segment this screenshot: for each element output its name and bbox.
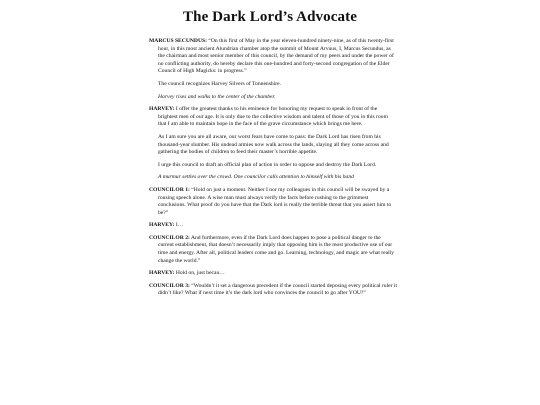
speaker-name: COUNCILOR 1: [149, 186, 190, 193]
speech-text: Hold on, just becau… [175, 270, 225, 277]
speaker-name: HARVEY: [149, 270, 175, 277]
continued-paragraph: The council recognizes Harvey Silvers of Tonnenshire. [158, 80, 281, 87]
speaker-name: HARVEY: [149, 222, 175, 229]
speech-text: I… [175, 222, 184, 229]
speech-paragraph [149, 222, 397, 230]
continued-paragraph: As I am sure you are all aware, our worst fears have come to pass: the Dark Lord has risen from his thousand-year slumber. His undead armies now walk across the lands, slaying all they come across and gathering the bodies of children to feed their master’s horrible appetite. [158, 133, 389, 156]
speaker-name: HARVEY: [149, 106, 175, 113]
speech-paragraph [149, 283, 397, 298]
speech-text: “On this first of May in the year eleven-hundred ninety-nine, as of this twenty-first hour, in this most ancient Alundrian chamber atop the summit of Mount Arvuus, I, Marcus Secundus, as the chairman and most senior member of this council, by the demand of my peers and under the power of no conflicting authority, do hereby declare this one-hundred and forty-second congregation of the Elder Council of High Magicks: in progress.” [158, 38, 394, 75]
speech-paragraph [149, 38, 397, 76]
continued-paragraph: I urge this council to draft an official plan of action in order to oppose and destroy the Dark Lord. [158, 161, 377, 168]
speech-text: “Wouldn’t it set a dangerous precedent if the council started deposing every political ruler it didn’t like? What if next time it’s the dark lord who convinces the council to go after YOU?” [158, 282, 398, 297]
speech-text: I offer the greatest thanks to his eminence for honoring my request to speak in front of the brightest men of our age. It is only due to the collective wisdom and talent of those of you in this room that I am able to maintain hope in the face of the grave circumstance which brings me here. [158, 106, 388, 128]
speaker-name: MARCUS SECUNDUS: [149, 38, 207, 44]
stage-direction: A murmur settles over the crowd. One councilor calls attention to himself with his hand [158, 174, 354, 181]
speech-paragraph [149, 106, 397, 129]
stage-direction: Harvey rises and walks to the center of the chamber. [158, 93, 276, 100]
speech-paragraph [149, 187, 397, 217]
speech-paragraph [149, 235, 397, 265]
speech-text: “Hold on just a moment. Neither I nor my colleagues in this council will be swayed by a rousing speech alone. A wise man must always verify the facts before rushing to the grimmest conclusions. What proof do you have that the Dark lord is really the terrible threat that you assert him to be?” [158, 186, 392, 216]
speaker-name: COUNCILOR 2: [149, 234, 190, 241]
speech-paragraph [149, 270, 397, 278]
document-title: The Dark Lord’s Advocate [183, 9, 357, 25]
speech-text: And furthermore, even if the Dark Lord does happen to pose a political danger to the current establishment, that doesn’t necessarily imply that opposing him is the most productive use of our time and energy. After all, political leaders come and go. Learning, technology, and magic are what really change the world.” [158, 234, 395, 264]
script-body [149, 38, 397, 303]
speaker-name: COUNCILOR 3: [149, 282, 190, 289]
